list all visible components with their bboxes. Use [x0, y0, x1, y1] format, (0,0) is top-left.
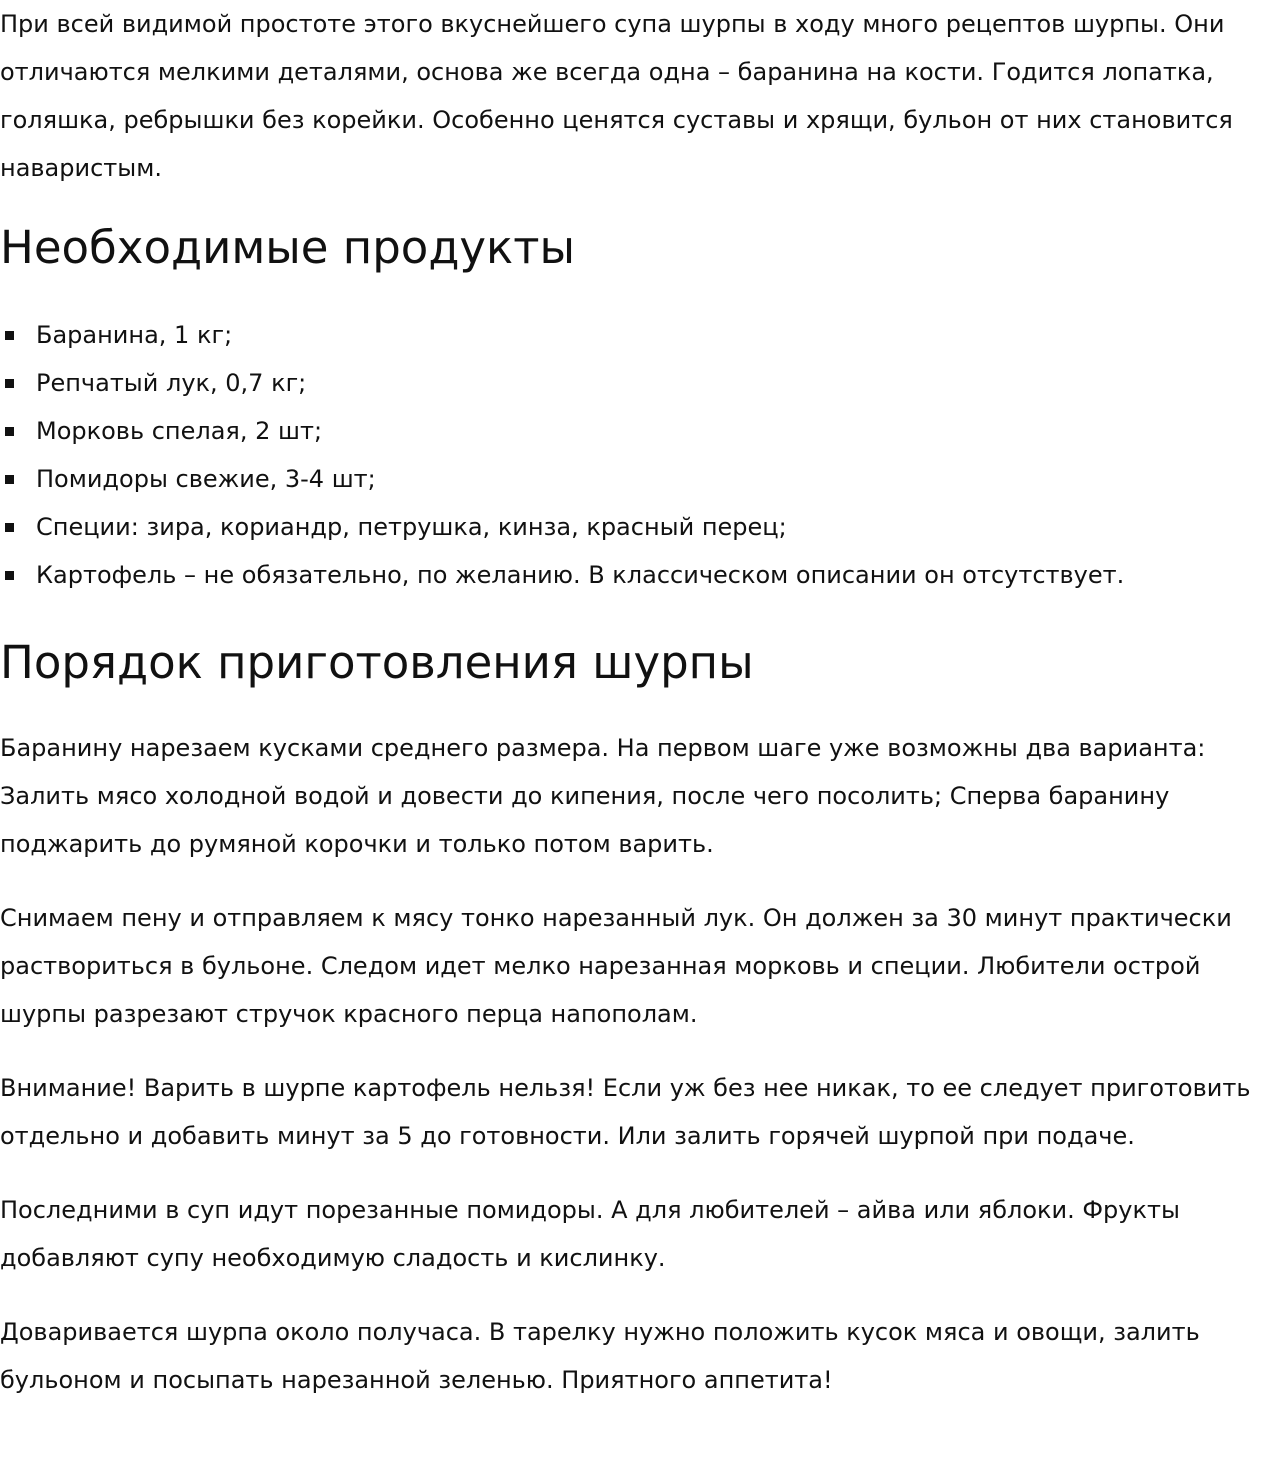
ingredient-item [0, 455, 1270, 503]
ingredient-text: Морковь спелая, 2 шт; [36, 417, 323, 445]
method-step-paragraph: Баранину нарезаем кусками среднего размера. На первом шаге уже возможны два варианта: Залить мясо холодной водой и довести до кипения, после чего посолить; Сперва баранину поджарить до румяной корочки и только потом варить. [0, 734, 1206, 858]
method-step-paragraph: Снимаем пену и отправляем к мясу тонко нарезанный лук. Он должен за 30 минут практически раствориться в бульоне. Следом идет мелко нарезанная морковь и специи. Любители острой шурпы разрезают стручок красного перца напополам. [0, 904, 1232, 1028]
method-heading: Порядок приготовления шурпы [0, 636, 754, 689]
square-bullet-icon [5, 523, 14, 532]
ingredient-text: Специи: зира, кориандр, петрушка, кинза, красный перец; [36, 513, 787, 541]
square-bullet-icon [5, 379, 14, 388]
method-step-paragraph: Последними в суп идут порезанные помидоры. А для любителей – айва или яблоки. Фрукты добавляют супу необходимую сладость и кислинку. [0, 1196, 1180, 1272]
ingredient-item [0, 551, 1270, 599]
ingredients-list [0, 311, 1270, 599]
ingredient-item [0, 503, 1270, 551]
square-bullet-icon [5, 475, 14, 484]
products-heading: Необходимые продукты [0, 221, 575, 274]
ingredient-item [0, 407, 1270, 455]
intro-paragraph: При всей видимой простоте этого вкуснейшего супа шурпы в ходу много рецептов шурпы. Они отличаются мелкими деталями, основа же всегда одна – баранина на кости. Годится лопатка, голяшка, ребрышки без корейки. Особенно ценятся суставы и хрящи, бульон от них становится наваристым. [0, 10, 1233, 182]
square-bullet-icon [5, 331, 14, 340]
square-bullet-icon [5, 427, 14, 436]
square-bullet-icon [5, 571, 14, 580]
method-step-paragraph: Внимание! Варить в шурпе картофель нельзя! Если уж без нее никак, то ее следует приготовить отдельно и добавить минут за 5 до готовности. Или залить горячей шурпой при подаче. [0, 1074, 1251, 1150]
ingredient-text: Баранина, 1 кг; [36, 321, 233, 349]
ingredient-text: Картофель – не обязательно, по желанию. В классическом описании он отсутствует. [36, 561, 1125, 589]
method-step-paragraph: Доваривается шурпа около получаса. В тарелку нужно положить кусок мяса и овощи, залить бульоном и посыпать нарезанной зеленью. Приятного аппетита! [0, 1318, 1200, 1394]
ingredient-text: Репчатый лук, 0,7 кг; [36, 369, 307, 397]
ingredient-text: Помидоры свежие, 3-4 шт; [36, 465, 376, 493]
ingredient-item [0, 359, 1270, 407]
ingredient-item [0, 311, 1270, 359]
